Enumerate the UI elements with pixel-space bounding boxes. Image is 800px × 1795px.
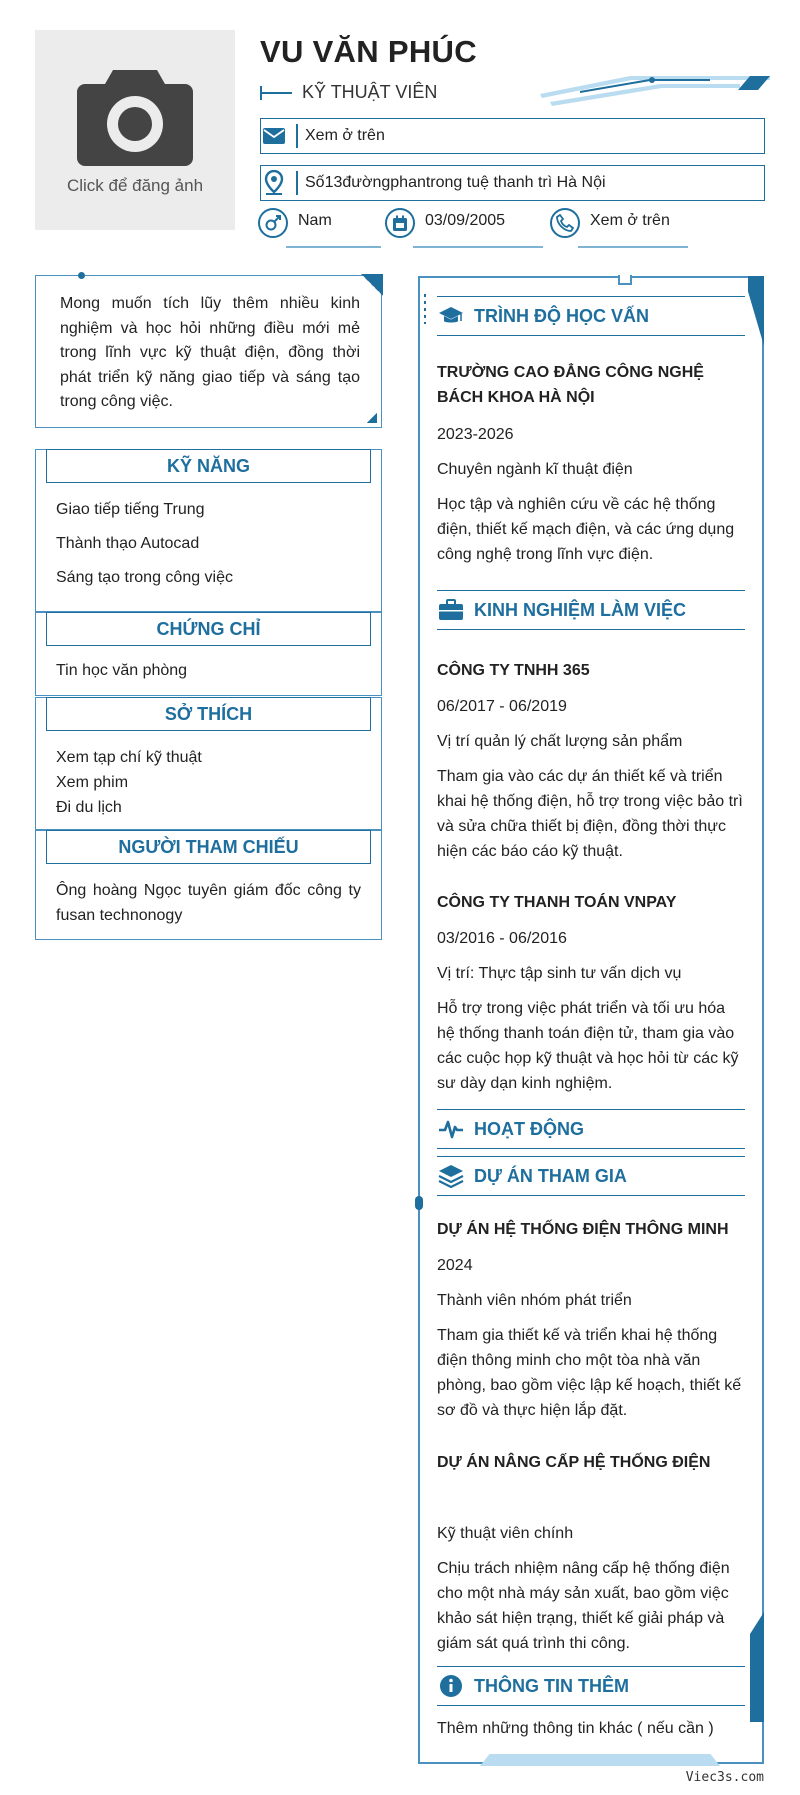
job-period: 06/2017 - 06/2019 (437, 698, 567, 715)
education-title: TRÌNH ĐỘ HỌC VẤN (474, 305, 649, 326)
phone-field[interactable] (550, 208, 670, 252)
job-position: Vị trí: Thực tập sinh tư vấn dịch vụ (437, 965, 682, 982)
gender-value: Nam (298, 212, 332, 229)
education-description: Học tập và nghiên cứu về các hệ thống điện, thiết kế mạch điện, và các ứng dụng công nghệ trong lĩnh vực điện. (437, 496, 735, 563)
envelope-icon (259, 120, 289, 152)
job-description: Tham gia vào các dự án thiết kế và triển khai hệ thống điện, hỗ trợ trong việc bảo trì và sửa chữa thiết bị điện, đồng thời thực hiện các báo cáo kỹ thuật. (437, 768, 743, 860)
decoration-dot (78, 272, 85, 279)
hobbies-heading: SỞ THÍCH (46, 697, 371, 731)
calendar-icon (385, 208, 415, 238)
bottom-decoration (480, 1754, 720, 1766)
hobbies-list (36, 745, 381, 820)
hobbies-section[interactable] (35, 697, 382, 830)
education-period: 2023-2026 (437, 426, 514, 443)
full-name[interactable]: VU VĂN PHÚC (260, 34, 477, 69)
additional-info-text: Thêm những thông tin khác ( nếu cần ) (437, 1720, 714, 1737)
hobby-item: Đi du lịch (56, 799, 122, 816)
education-heading[interactable] (437, 296, 745, 336)
project-role: Kỹ thuật viên chính (437, 1525, 574, 1542)
graduation-cap-icon (437, 302, 465, 330)
field-separator (296, 124, 298, 148)
career-objective[interactable] (35, 275, 382, 428)
project-role: Thành viên nhóm phát triển (437, 1292, 632, 1309)
activities-title: HOẠT ĐỘNG (474, 1118, 584, 1139)
project-description: Chịu trách nhiệm nâng cấp hệ thống điện cho một nhà máy sản xuất, bao gồm việc khảo sát hiện trạng, thiết kế giải pháp và giám sát quá trình thi công. (437, 1560, 730, 1652)
reference-text: Ông hoàng Ngọc tuyên giám đốc công ty fusan technonogy (56, 882, 361, 924)
photo-caption: Click để đăng ảnh (66, 176, 204, 195)
decoration-dot (415, 1196, 423, 1210)
additional-info-heading[interactable] (437, 1666, 745, 1706)
field-separator (296, 171, 298, 195)
birthday-value: 03/09/2005 (425, 212, 506, 229)
skills-list (36, 493, 381, 595)
project-year: 2024 (437, 1257, 473, 1274)
company-name: CÔNG TY THANH TOÁN VNPAY (437, 894, 677, 911)
objective-text: Mong muốn tích lũy thêm nhiều kinh nghiệm và học hỏi những điều mới mẻ trong lĩnh vực kỹ thuật điện, đồng thời phát triển kỹ năng giao tiếp và sáng tạo trong công việc. (60, 295, 360, 410)
school-name: TRƯỜNG CAO ĐẲNG CÔNG NGHỆ BÁCH KHOA HÀ NỘI (437, 364, 704, 406)
footer-watermark: Viec3s.com (685, 1770, 764, 1785)
avatar-upload[interactable] (35, 30, 235, 230)
experience-heading[interactable] (437, 590, 745, 630)
camera-icon (75, 64, 195, 168)
email-field[interactable] (260, 118, 765, 154)
gender-icon (258, 208, 288, 238)
location-pin-icon (259, 167, 289, 199)
layers-icon (437, 1162, 465, 1190)
briefcase-icon (437, 596, 465, 624)
project-name: DỰ ÁN HỆ THỐNG ĐIỆN THÔNG MINH (437, 1221, 729, 1238)
references-section[interactable] (35, 830, 382, 940)
experience-title: KINH NGHIỆM LÀM VIỆC (474, 599, 687, 620)
birthday-field[interactable] (385, 208, 505, 252)
education-major: Chuyên ngành kĩ thuật điện (437, 461, 633, 478)
field-underline (286, 246, 381, 248)
address-value: Số13đườngphantrong tuệ thanh trì Hà Nội (305, 174, 606, 191)
hobby-item: Xem tạp chí kỹ thuật (56, 749, 202, 766)
references-list (36, 878, 381, 928)
skill-item: Sáng tạo trong công việc (56, 569, 234, 586)
header-decoration (540, 72, 770, 114)
info-icon (437, 1672, 465, 1700)
job-description: Hỗ trợ trong việc phát triển và tối ưu hóa hệ thống thanh toán điện tử, tham gia vào các cuộc họp kỹ thuật và học hỏi từ các kỹ sư dày dạn kinh nghiệm. (437, 1000, 739, 1092)
job-title-row (260, 82, 437, 103)
job-title[interactable]: KỸ THUẬT VIÊN (302, 82, 438, 102)
certificates-section[interactable] (35, 612, 382, 696)
projects-title: DỰ ÁN THAM GIA (474, 1165, 627, 1186)
skills-heading: KỸ NĂNG (46, 449, 371, 483)
corner-decoration (748, 276, 764, 346)
field-underline (413, 246, 543, 248)
activities-heading[interactable] (437, 1109, 745, 1149)
certificates-list (36, 656, 381, 686)
field-underline (578, 246, 688, 248)
address-field[interactable] (260, 165, 765, 201)
skill-item: Thành thạo Autocad (56, 535, 200, 552)
skills-section[interactable] (35, 449, 382, 612)
projects-heading[interactable] (437, 1156, 745, 1196)
additional-info-title: THÔNG TIN THÊM (474, 1675, 629, 1696)
project-description: Tham gia thiết kế và triển khai hệ thống điện thông minh cho một tòa nhà văn phòng, bao gồm việc lập kế hoạch, thiết kế sơ đồ và thực hiện lắp đặt. (437, 1327, 742, 1419)
phone-icon (550, 208, 580, 238)
gender-field[interactable] (258, 208, 332, 252)
job-title-line (260, 92, 292, 94)
phone-value: Xem ở trên (590, 212, 670, 229)
pulse-icon (437, 1115, 465, 1143)
job-period: 03/2016 - 06/2016 (437, 930, 567, 947)
corner-decoration (367, 413, 377, 423)
corner-decoration (361, 274, 383, 296)
company-name: CÔNG TY TNHH 365 (437, 662, 590, 679)
references-heading: NGƯỜI THAM CHIẾU (46, 830, 371, 864)
frame-tab (618, 275, 632, 285)
certificate-item: Tin học văn phòng (56, 662, 188, 679)
skill-item: Giao tiếp tiếng Trung (56, 501, 205, 518)
project-name: DỰ ÁN NÂNG CẤP HỆ THỐNG ĐIỆN (437, 1454, 711, 1471)
corner-decoration (750, 1612, 764, 1722)
certificates-heading: CHỨNG CHỈ (46, 612, 371, 646)
hobby-item: Xem phim (56, 774, 129, 791)
dash-decoration (424, 294, 426, 324)
email-value: Xem ở trên (305, 127, 385, 144)
job-position: Vị trí quản lý chất lượng sản phẩm (437, 733, 683, 750)
